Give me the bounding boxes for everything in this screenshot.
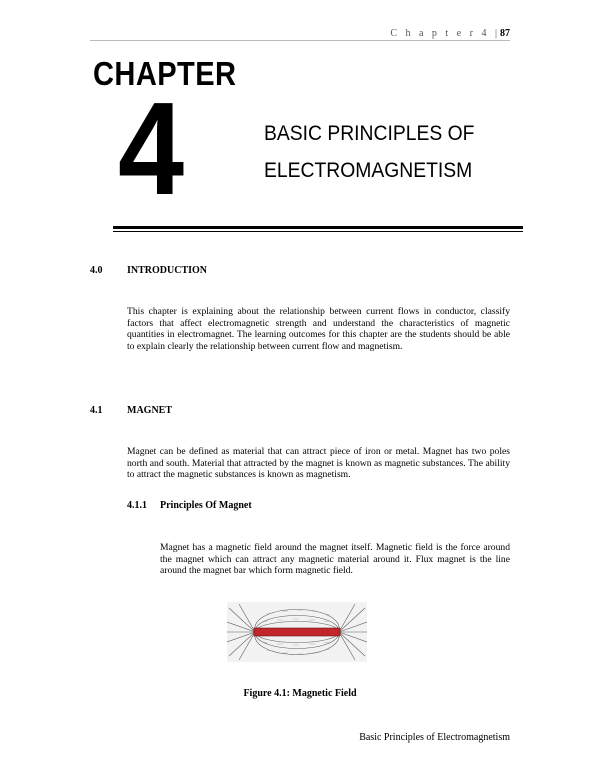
header-divider (90, 40, 510, 41)
section-title-intro: INTRODUCTION (127, 265, 208, 276)
section-number-intro: 4.0 (90, 265, 103, 276)
page-footer: Basic Principles of Electromagnetism (359, 732, 510, 743)
figure-caption: Figure 4.1: Magnetic Field (243, 688, 357, 699)
magnetic-field-figure (227, 602, 367, 662)
chapter-rule-thick (113, 226, 523, 229)
chapter-title-line2: ELECTROMAGNETISM (264, 159, 473, 182)
subsection-number-principles: 4.1.1 (127, 500, 147, 511)
section-number-magnet: 4.1 (90, 405, 103, 416)
magnetic-field-image (227, 602, 367, 662)
chapter-title-line1: BASIC PRINCIPLES OF (264, 122, 475, 145)
chapter-word: CHAPTER (93, 55, 237, 92)
section-title-magnet: MAGNET (127, 405, 172, 416)
magnet-paragraph: Magnet can be defined as material that can attract piece of iron or metal. Magnet has two poles north and south. Material that attracted by the magnet is known as magnetic substances. The ability to attract the magnetic substances is known as magnetism. (127, 446, 510, 480)
page-number: 87 (500, 28, 510, 39)
page-header (390, 28, 510, 39)
header-chapter-label: C h a p t e r 4 | (390, 28, 500, 39)
chapter-number: 4 (118, 75, 185, 222)
chapter-rule-thin (113, 231, 523, 232)
chapter-title (264, 115, 474, 189)
subsection-title-principles: Principles Of Magnet (160, 500, 252, 511)
principles-paragraph: Magnet has a magnetic field around the magnet itself. Magnetic field is the force around the magnet which can attract any magnetic material around it. Flux magnet is the line around the magnet bar which form magnetic field. (160, 542, 510, 576)
intro-paragraph: This chapter is explaining about the relationship between current flows in conductor, classify factors that affect electromagnetic strength and understand the characteristics of magnetic quantities in electromagnet. The learning outcomes for this chapter are the students should be able to explain clearly the relationship between current flow and magnetism. (127, 306, 510, 352)
